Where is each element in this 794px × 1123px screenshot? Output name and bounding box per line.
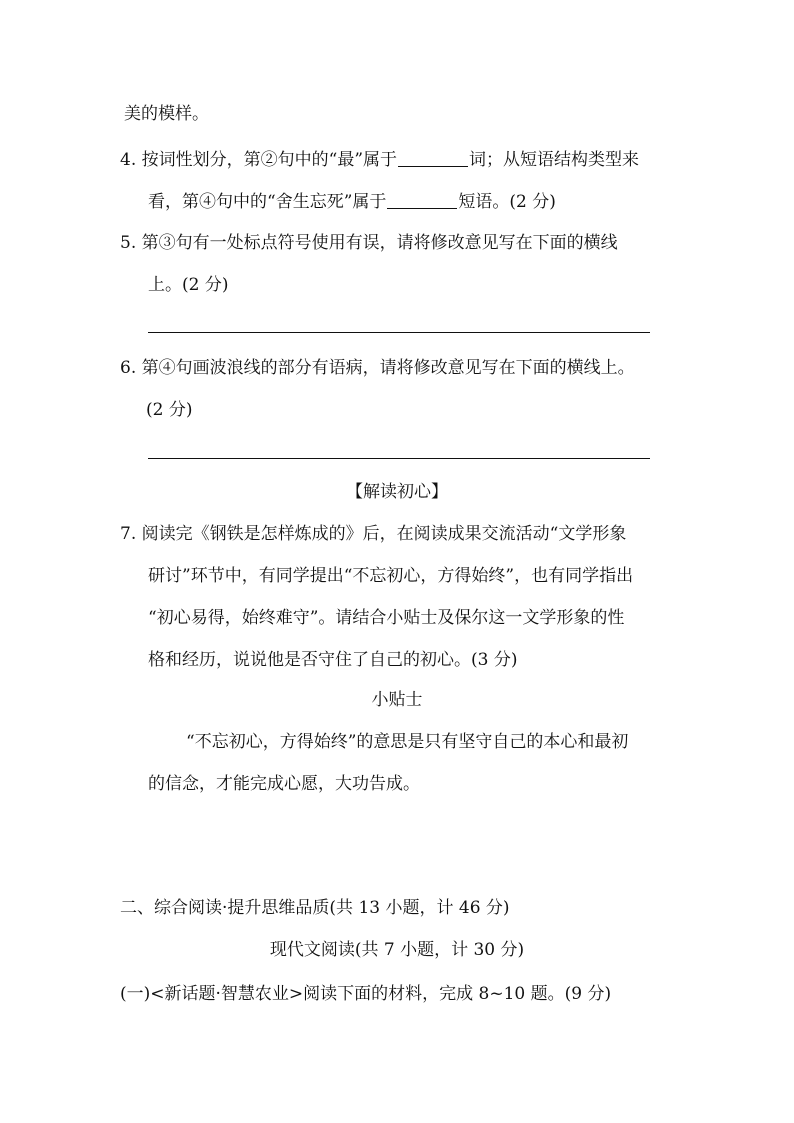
section-title: 【解读初心】 — [346, 482, 448, 502]
question-4-line-1 — [120, 148, 639, 172]
question-6-line-1: 6. 第④句画波浪线的部分有语病，请将修改意见写在下面的横线上。 — [120, 358, 635, 378]
subsection-heading: 现代文阅读(共 7 小题，计 30 分) — [269, 940, 525, 960]
text-line: 美的模样。 — [124, 104, 209, 124]
material-heading: (一)<新话题·智慧农业>阅读下面的材料，完成 8~10 题。(9 分) — [120, 984, 612, 1004]
question-4-line-2 — [148, 190, 556, 214]
question-6-line-2: (2 分) — [146, 400, 193, 420]
tip-line-2: 的信念，才能完成心愿，大功告成。 — [148, 774, 420, 794]
answer-blank[interactable] — [398, 148, 468, 167]
answer-line[interactable] — [148, 458, 650, 459]
answer-blank[interactable] — [387, 190, 457, 209]
tip-title: 小贴士 — [371, 690, 423, 710]
answer-line[interactable] — [148, 332, 650, 333]
question-5-line-2: 上。(2 分) — [148, 275, 229, 295]
question-7-line-4: 格和经历，说说他是否守住了自己的初心。(3 分) — [148, 650, 518, 670]
q4-text: 看，第④句中的“舍生忘死”属于 — [148, 192, 387, 212]
question-7-line-2: 研讨”环节中，有同学提出“不忘初心，方得始终”，也有同学指出 — [148, 566, 634, 586]
tip-line-1: “不忘初心，方得始终”的意思是只有坚守自己的本心和最初 — [186, 732, 629, 752]
question-5-line-1: 5. 第③句有一处标点符号使用有误，请将修改意见写在下面的横线 — [120, 233, 618, 253]
q4-text: 短语。(2 分) — [458, 192, 556, 212]
part-heading: 二、综合阅读·提升思维品质(共 13 小题，计 46 分) — [120, 898, 510, 918]
question-7-line-3: “初心易得，始终难守”。请结合小贴士及保尔这一文学形象的性 — [148, 608, 625, 628]
q4-text: 词；从短语结构类型来 — [469, 150, 640, 170]
q4-text: 4. 按词性划分，第②句中的“最”属于 — [120, 150, 398, 170]
question-7-line-1: 7. 阅读完《钢铁是怎样炼成的》后，在阅读成果交流活动“文学形象 — [120, 524, 627, 544]
